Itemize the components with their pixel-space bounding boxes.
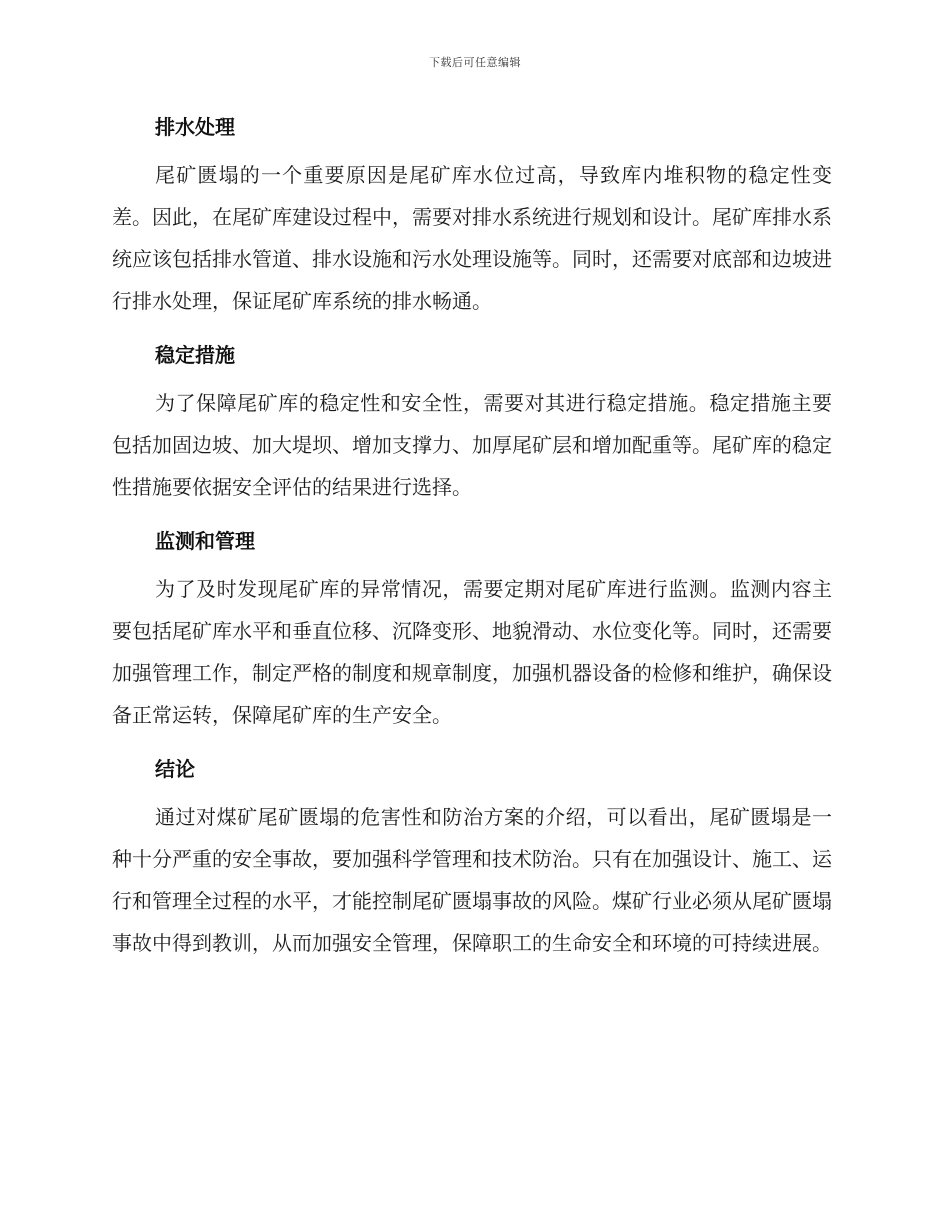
page-header-note: 下载后可任意编辑 xyxy=(429,56,521,69)
section-paragraph: 尾矿匮塌的一个重要原因是尾矿库水位过高，导致库内堆积物的稳定性变差。因此，在尾矿库建设过程中，需要对排水系统进行规划和设计。尾矿库排水系统应该包括排水管道、排水设施和污水处理设施等。同时，还需要对底部和边坡进行排水处理，保证尾矿库系统的排水畅通。 xyxy=(112,163,832,313)
section-heading: 结论 xyxy=(155,757,195,781)
section-heading: 监测和管理 xyxy=(155,529,255,553)
section-paragraph: 为了保障尾矿库的稳定性和安全性，需要对其进行稳定措施。稳定措施主要包括加固边坡、加大堤坝、增加支撑力、加厚尾矿层和增加配重等。尾矿库的稳定性措施要依据安全评估的结果进行选择。 xyxy=(112,391,832,499)
document-body xyxy=(112,106,832,976)
section-conclusion xyxy=(112,748,832,964)
section-heading: 排水处理 xyxy=(155,115,235,139)
section-heading: 稳定措施 xyxy=(155,343,235,367)
section-monitoring xyxy=(112,520,832,736)
section-paragraph: 通过对煤矿尾矿匮塌的危害性和防治方案的介绍，可以看出，尾矿匮塌是一种十分严重的安全事故，要加强科学管理和技术防治。只有在加强设计、施工、运行和管理全过程的水平，才能控制尾矿匮塌事故的风险。煤矿行业必须从尾矿匮塌事故中得到教训，从而加强安全管理，保障职工的生命安全和环境的可持续进展。 xyxy=(112,805,832,955)
section-drainage xyxy=(112,106,832,322)
section-stability xyxy=(112,334,832,508)
section-paragraph: 为了及时发现尾矿库的异常情况，需要定期对尾矿库进行监测。监测内容主要包括尾矿库水平和垂直位移、沉降变形、地貌滑动、水位变化等。同时，还需要加强管理工作，制定严格的制度和规章制度，加强机器设备的检修和维护，确保设备正常运转，保障尾矿库的生产安全。 xyxy=(112,577,832,727)
